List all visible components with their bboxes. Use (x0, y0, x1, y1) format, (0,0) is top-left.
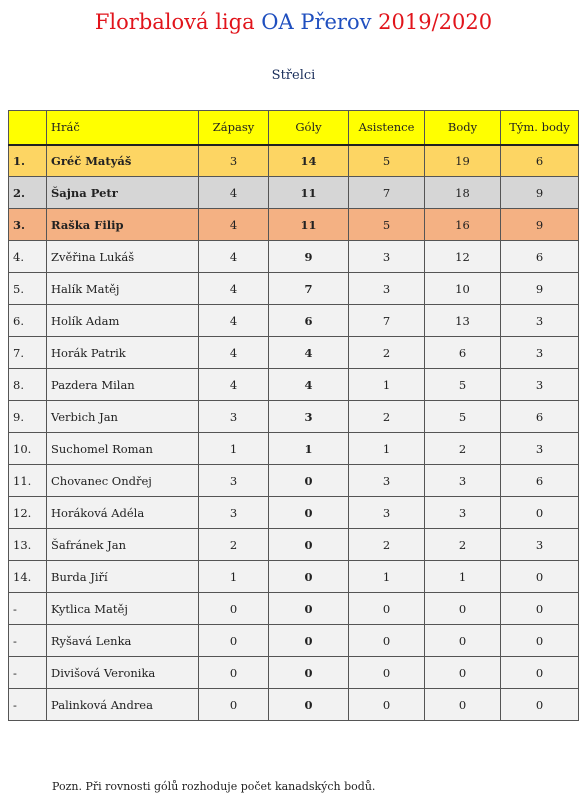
cell-team-points: 3 (501, 529, 579, 561)
col-header-goals: Góly (269, 111, 349, 145)
cell-points: 13 (425, 305, 501, 337)
cell-points: 6 (425, 337, 501, 369)
cell-team-points: 6 (501, 465, 579, 497)
cell-points: 0 (425, 689, 501, 721)
cell-team-points: 6 (501, 401, 579, 433)
cell-games: 3 (199, 401, 269, 433)
cell-goals: 11 (269, 177, 349, 209)
cell-team-points: 0 (501, 497, 579, 529)
cell-player-name: Holík Adam (47, 305, 199, 337)
table-row (9, 369, 579, 401)
cell-player-name: Raška Filip (47, 209, 199, 241)
cell-goals: 0 (269, 465, 349, 497)
cell-points: 12 (425, 241, 501, 273)
cell-games: 4 (199, 369, 269, 401)
cell-player-name: Kytlica Matěj (47, 593, 199, 625)
cell-assists: 7 (349, 305, 425, 337)
cell-points: 10 (425, 273, 501, 305)
cell-games: 4 (199, 305, 269, 337)
cell-rank: 4. (9, 241, 47, 273)
cell-goals: 1 (269, 433, 349, 465)
cell-assists: 1 (349, 433, 425, 465)
cell-team-points: 0 (501, 689, 579, 721)
cell-assists: 2 (349, 529, 425, 561)
cell-goals: 0 (269, 497, 349, 529)
cell-goals: 4 (269, 369, 349, 401)
cell-rank: 11. (9, 465, 47, 497)
cell-goals: 0 (269, 689, 349, 721)
table-row (9, 561, 579, 593)
cell-games: 4 (199, 273, 269, 305)
table-row (9, 145, 579, 177)
col-header-rank (9, 111, 47, 145)
cell-player-name: Halík Matěj (47, 273, 199, 305)
cell-player-name: Burda Jiří (47, 561, 199, 593)
cell-assists: 3 (349, 497, 425, 529)
cell-team-points: 3 (501, 337, 579, 369)
cell-rank: 5. (9, 273, 47, 305)
cell-games: 4 (199, 177, 269, 209)
cell-rank: 3. (9, 209, 47, 241)
cell-assists: 7 (349, 177, 425, 209)
cell-points: 0 (425, 625, 501, 657)
cell-team-points: 9 (501, 209, 579, 241)
cell-goals: 4 (269, 337, 349, 369)
cell-assists: 2 (349, 401, 425, 433)
col-header-player: Hráč (47, 111, 199, 145)
cell-games: 3 (199, 497, 269, 529)
cell-player-name: Gréč Matyáš (47, 145, 199, 177)
cell-rank: - (9, 689, 47, 721)
cell-goals: 7 (269, 273, 349, 305)
cell-player-name: Palinková Andrea (47, 689, 199, 721)
cell-points: 19 (425, 145, 501, 177)
title-league: Florbalová liga (94, 10, 262, 34)
cell-team-points: 6 (501, 241, 579, 273)
cell-team-points: 0 (501, 593, 579, 625)
cell-games: 2 (199, 529, 269, 561)
table-row (9, 401, 579, 433)
cell-rank: 10. (9, 433, 47, 465)
table-row (9, 305, 579, 337)
cell-player-name: Verbich Jan (47, 401, 199, 433)
footnote: Pozn. Při rovnosti gólů rozhoduje počet kanadských bodů. (52, 780, 376, 793)
table-row (9, 465, 579, 497)
cell-goals: 0 (269, 625, 349, 657)
col-header-games: Zápasy (199, 111, 269, 145)
col-header-assists: Asistence (349, 111, 425, 145)
cell-goals: 3 (269, 401, 349, 433)
cell-team-points: 3 (501, 369, 579, 401)
table-row (9, 177, 579, 209)
cell-player-name: Ryšavá Lenka (47, 625, 199, 657)
table-row (9, 689, 579, 721)
cell-rank: 6. (9, 305, 47, 337)
cell-goals: 0 (269, 593, 349, 625)
cell-assists: 5 (349, 145, 425, 177)
col-header-points: Body (425, 111, 501, 145)
cell-games: 4 (199, 209, 269, 241)
cell-assists: 3 (349, 273, 425, 305)
cell-points: 18 (425, 177, 501, 209)
cell-games: 4 (199, 337, 269, 369)
cell-games: 0 (199, 689, 269, 721)
cell-player-name: Horáková Adéla (47, 497, 199, 529)
cell-assists: 0 (349, 689, 425, 721)
cell-team-points: 0 (501, 657, 579, 689)
table-row (9, 657, 579, 689)
table-row (9, 241, 579, 273)
cell-games: 1 (199, 433, 269, 465)
cell-rank: 2. (9, 177, 47, 209)
table-row (9, 593, 579, 625)
cell-goals: 0 (269, 561, 349, 593)
cell-player-name: Pazdera Milan (47, 369, 199, 401)
cell-rank: 12. (9, 497, 47, 529)
cell-team-points: 9 (501, 177, 579, 209)
cell-points: 0 (425, 657, 501, 689)
cell-rank: - (9, 657, 47, 689)
cell-player-name: Šajna Petr (47, 177, 199, 209)
scorers-table (8, 110, 579, 721)
cell-goals: 6 (269, 305, 349, 337)
cell-assists: 0 (349, 593, 425, 625)
cell-games: 0 (199, 625, 269, 657)
cell-team-points: 3 (501, 433, 579, 465)
cell-points: 16 (425, 209, 501, 241)
cell-rank: 8. (9, 369, 47, 401)
title-school: OA Přerov (261, 10, 379, 34)
cell-points: 3 (425, 497, 501, 529)
cell-rank: 7. (9, 337, 47, 369)
cell-games: 4 (199, 241, 269, 273)
table-row (9, 209, 579, 241)
cell-player-name: Chovanec Ondřej (47, 465, 199, 497)
cell-points: 3 (425, 465, 501, 497)
cell-rank: - (9, 625, 47, 657)
cell-points: 2 (425, 529, 501, 561)
table-row (9, 529, 579, 561)
cell-goals: 0 (269, 657, 349, 689)
table-header-row (9, 111, 579, 145)
cell-assists: 5 (349, 209, 425, 241)
cell-rank: 9. (9, 401, 47, 433)
cell-games: 0 (199, 657, 269, 689)
cell-goals: 9 (269, 241, 349, 273)
cell-points: 1 (425, 561, 501, 593)
cell-rank: 13. (9, 529, 47, 561)
cell-player-name: Zvěřina Lukáš (47, 241, 199, 273)
cell-games: 3 (199, 465, 269, 497)
cell-goals: 11 (269, 209, 349, 241)
cell-games: 1 (199, 561, 269, 593)
table-row (9, 273, 579, 305)
table-row (9, 337, 579, 369)
cell-points: 2 (425, 433, 501, 465)
cell-assists: 1 (349, 561, 425, 593)
cell-points: 5 (425, 401, 501, 433)
cell-assists: 1 (349, 369, 425, 401)
cell-goals: 14 (269, 145, 349, 177)
cell-assists: 3 (349, 241, 425, 273)
table-row (9, 625, 579, 657)
cell-player-name: Horák Patrik (47, 337, 199, 369)
section-subtitle: Střelci (271, 68, 316, 83)
cell-rank: - (9, 593, 47, 625)
cell-assists: 3 (349, 465, 425, 497)
cell-team-points: 0 (501, 561, 579, 593)
cell-player-name: Divišová Veronika (47, 657, 199, 689)
cell-team-points: 9 (501, 273, 579, 305)
cell-points: 0 (425, 593, 501, 625)
cell-assists: 2 (349, 337, 425, 369)
col-header-team-points: Tým. body (501, 111, 579, 145)
cell-goals: 0 (269, 529, 349, 561)
page-title (0, 8, 587, 36)
cell-team-points: 3 (501, 305, 579, 337)
cell-points: 5 (425, 369, 501, 401)
cell-games: 0 (199, 593, 269, 625)
cell-assists: 0 (349, 657, 425, 689)
title-season: 2019/2020 (378, 10, 493, 34)
table-row (9, 497, 579, 529)
cell-games: 3 (199, 145, 269, 177)
cell-rank: 1. (9, 145, 47, 177)
cell-player-name: Šafránek Jan (47, 529, 199, 561)
cell-rank: 14. (9, 561, 47, 593)
cell-team-points: 0 (501, 625, 579, 657)
cell-assists: 0 (349, 625, 425, 657)
cell-team-points: 6 (501, 145, 579, 177)
table-row (9, 433, 579, 465)
cell-player-name: Suchomel Roman (47, 433, 199, 465)
